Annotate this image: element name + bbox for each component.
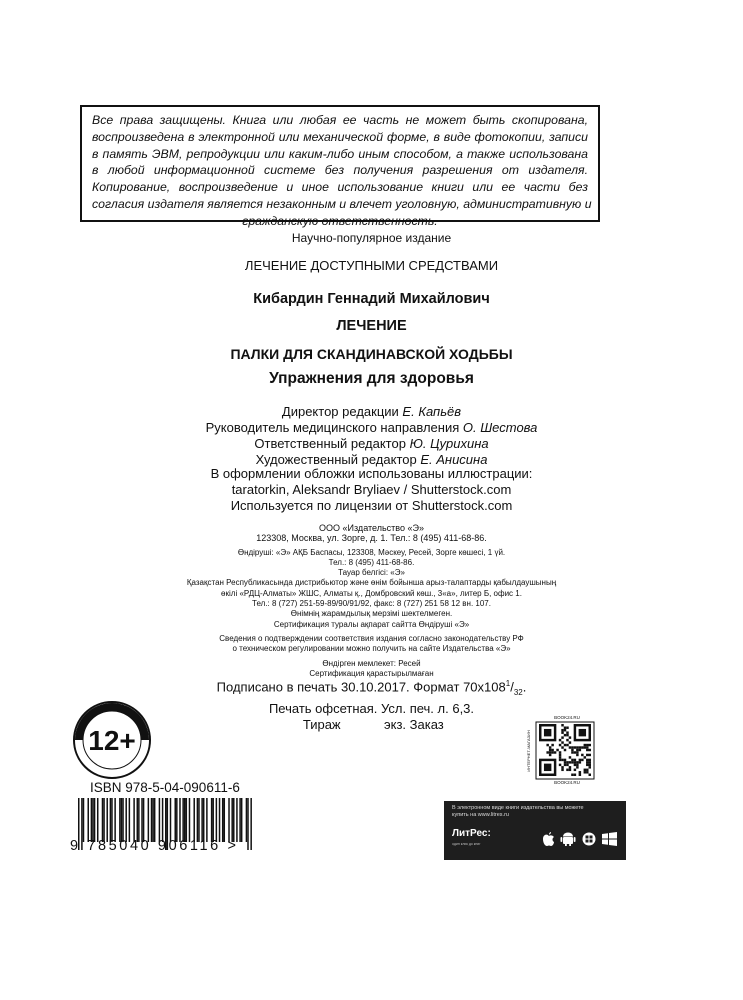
kz-info-line: Тел.: 8 (727) 251-59-89/90/91/92, факс: 8 (727) 251 58 12 вн. 107. bbox=[252, 599, 491, 609]
barcode-bar bbox=[222, 798, 224, 842]
qr-module bbox=[569, 756, 571, 758]
barcode-bar bbox=[114, 798, 116, 842]
qr-module bbox=[566, 734, 568, 736]
qr-finder bbox=[544, 764, 551, 771]
qr-module bbox=[581, 759, 583, 761]
publisher-address: 123308, Москва, ул. Зорге, д. 1. Тел.: 8 (495) 411-68-86. bbox=[256, 533, 487, 544]
barcode-bar bbox=[206, 798, 208, 842]
qr-module bbox=[561, 746, 563, 748]
book-subsubtitle: Упражнения для здоровья bbox=[269, 370, 474, 387]
barcode-bar bbox=[151, 798, 153, 842]
qr-module bbox=[549, 746, 551, 748]
credits-block bbox=[0, 404, 743, 468]
qr-module bbox=[589, 754, 591, 756]
android-icon bbox=[561, 833, 576, 847]
qr-module bbox=[566, 744, 568, 746]
book-title: ЛЕЧЕНИЕ bbox=[336, 318, 407, 334]
barcode-bar bbox=[179, 798, 181, 842]
barcode-bar bbox=[154, 798, 156, 842]
barcode-bar bbox=[94, 798, 96, 842]
qr-module bbox=[589, 761, 591, 763]
qr-module bbox=[589, 744, 591, 746]
qr-module bbox=[556, 749, 558, 751]
qr-module bbox=[586, 764, 588, 766]
barcode-bar bbox=[176, 798, 178, 842]
barcode-bar bbox=[239, 798, 241, 842]
qr-module bbox=[561, 766, 563, 768]
qr-module bbox=[576, 766, 578, 768]
qr-module bbox=[561, 769, 563, 771]
barcode-bar bbox=[231, 798, 233, 842]
qr-module bbox=[566, 726, 568, 728]
barcode-bar bbox=[219, 798, 221, 842]
qr-module bbox=[561, 759, 563, 761]
qr-module bbox=[569, 736, 571, 738]
qr-module bbox=[589, 749, 591, 751]
qr-module bbox=[576, 746, 578, 748]
qr-module bbox=[576, 749, 578, 751]
qr-module bbox=[569, 741, 571, 743]
qr-module bbox=[589, 766, 591, 768]
series-title: ЛЕЧЕНИЕ ДОСТУПНЫМИ СРЕДСТВАМИ bbox=[244, 258, 499, 273]
barcode-bar bbox=[83, 798, 85, 842]
barcode-bar bbox=[143, 798, 145, 842]
kz-info-line: Сертификация туралы ақпарат сайтта Өндіруші «Э» bbox=[273, 619, 470, 629]
qr-module bbox=[559, 764, 561, 766]
qr-module bbox=[584, 744, 586, 746]
qr-module bbox=[554, 751, 556, 753]
barcode-bar bbox=[162, 798, 164, 842]
qr-module bbox=[569, 766, 571, 768]
qr-module bbox=[589, 759, 591, 761]
qr-module bbox=[579, 746, 581, 748]
age-rating-text: 12+ bbox=[88, 725, 136, 756]
qr-module bbox=[571, 774, 573, 776]
illustration-credit-line-2: taratorkin, Aleksandr Bryliaev / Shutterstock.com bbox=[231, 482, 512, 497]
qr-module bbox=[589, 774, 591, 776]
qr-module bbox=[569, 761, 571, 763]
qr-module bbox=[574, 746, 576, 748]
barcode-bar bbox=[216, 798, 218, 842]
barcode-bar bbox=[119, 798, 121, 842]
barcode-bar bbox=[129, 798, 131, 842]
qr-module bbox=[586, 761, 588, 763]
barcode-bar bbox=[224, 798, 226, 842]
qr-module bbox=[574, 759, 576, 761]
qr-module bbox=[584, 746, 586, 748]
barcode-bar bbox=[148, 798, 150, 842]
qr-module bbox=[579, 759, 581, 761]
qr-module bbox=[586, 771, 588, 773]
windows-icon bbox=[602, 832, 617, 846]
barcode-bar bbox=[152, 798, 154, 842]
barcode-bar bbox=[122, 798, 124, 842]
publisher-info bbox=[0, 523, 743, 679]
copyright-notice-line: в память ЭВМ, репродукции или каким-либо иным способом, а также использована bbox=[92, 146, 588, 161]
barcode-bar bbox=[228, 798, 230, 842]
credit-role: Художественный редактор bbox=[255, 452, 417, 467]
litres-logo: ЛитРес: bbox=[452, 828, 491, 839]
qr-module bbox=[549, 751, 551, 753]
qr-module bbox=[566, 769, 568, 771]
barcode-bar bbox=[174, 798, 176, 842]
barcode-bar bbox=[186, 798, 188, 842]
credit-role: Ответственный редактор bbox=[254, 436, 406, 451]
barcode-bar bbox=[182, 798, 184, 842]
barcode-bar bbox=[193, 798, 195, 842]
author-name: Кибардин Геннадий Михайлович bbox=[253, 291, 490, 307]
barcode-bar bbox=[106, 798, 108, 842]
platform-icons bbox=[540, 831, 622, 847]
qr-module bbox=[569, 769, 571, 771]
qr-module bbox=[581, 754, 583, 756]
qr-module bbox=[574, 761, 576, 763]
credit-line bbox=[0, 404, 743, 420]
qr-module bbox=[574, 764, 576, 766]
barcode-bar bbox=[141, 798, 143, 842]
qr-module bbox=[566, 761, 568, 763]
qr-module bbox=[549, 754, 551, 756]
qr-module bbox=[564, 734, 566, 736]
copyright-notice-box bbox=[80, 105, 600, 228]
qr-module bbox=[551, 744, 553, 746]
credit-person: О. Шестова bbox=[462, 420, 538, 435]
qr-module bbox=[571, 746, 573, 748]
credit-role: Директор редакции bbox=[281, 404, 399, 419]
kz-info-line: Тел.: 8 (495) 411-68-86. bbox=[328, 557, 415, 567]
copyright-notice-line: гражданскую ответственность. bbox=[242, 213, 438, 228]
certification-line: Сведения о подтверждении соответствия издания согласно законодательству РФ bbox=[219, 633, 524, 643]
certification-block bbox=[0, 634, 743, 655]
barcode-bar bbox=[170, 798, 172, 842]
qr-module bbox=[566, 739, 568, 741]
qr-top-text: BOOK24.RU bbox=[554, 715, 580, 720]
qr-module bbox=[559, 759, 561, 761]
litres-tagline: один клик до книг bbox=[452, 842, 481, 846]
barcode-bar bbox=[201, 798, 203, 842]
barcode-bar bbox=[133, 798, 135, 842]
barcode-bar bbox=[138, 798, 140, 842]
copyright-notice-line: в любой информационной системе без получения разрешения от издателя. bbox=[92, 163, 588, 178]
isbn-text: ISBN 978-5-04-090611-6 bbox=[90, 780, 240, 795]
qr-module bbox=[586, 769, 588, 771]
qr-module bbox=[546, 744, 548, 746]
circulation-line: Тираж экз. Заказ bbox=[302, 716, 444, 732]
illustration-credit-line-1: В оформлении обложки использованы иллюстрации: bbox=[210, 466, 533, 481]
copyright-notice-line: воспроизведена в электронной или механической форме, в виде фотокопии, записи bbox=[92, 129, 588, 144]
barcode-bar bbox=[250, 798, 252, 850]
barcode-bar bbox=[92, 798, 94, 842]
qr-finder bbox=[544, 729, 551, 736]
qr-module bbox=[561, 724, 563, 726]
qr-module bbox=[561, 736, 563, 738]
barcode-bar bbox=[125, 798, 127, 842]
barcode-bar bbox=[87, 798, 89, 842]
qr-module bbox=[586, 744, 588, 746]
qr-module bbox=[576, 754, 578, 756]
origin-line: Сертификация қарастырылмаған bbox=[309, 668, 434, 678]
qr-module bbox=[574, 769, 576, 771]
book-subtitle: ПАЛКИ ДЛЯ СКАНДИНАВСКОЙ ХОДЬБЫ bbox=[230, 346, 513, 362]
barcode-bar bbox=[103, 798, 105, 842]
qr-module bbox=[579, 761, 581, 763]
signed-to-print-line: Подписано в печать 30.10.2017. Формат $70х108^1/_{32}$. bbox=[216, 679, 527, 697]
credit-line bbox=[0, 420, 743, 436]
qr-finder bbox=[579, 729, 586, 736]
qr-module bbox=[571, 749, 573, 751]
copyright-notice-line: Все права защищены. Книга или любая ее часть не может быть скопирована, bbox=[92, 113, 588, 127]
publisher-name: ООО «Издательство «Э» bbox=[319, 523, 424, 533]
qr-code bbox=[522, 713, 612, 785]
qr-module bbox=[564, 749, 566, 751]
qr-side-text: ИНТЕРНЕТ-МАГАЗИН bbox=[526, 730, 531, 772]
qr-module bbox=[571, 759, 573, 761]
qr-module bbox=[581, 746, 583, 748]
qr-module bbox=[579, 771, 581, 773]
illustration-credits bbox=[0, 466, 743, 514]
kz-distribution-block bbox=[0, 548, 743, 630]
barcode-bar bbox=[198, 798, 200, 842]
barcode-bar bbox=[241, 798, 243, 842]
qr-module bbox=[546, 751, 548, 753]
qr-module bbox=[576, 751, 578, 753]
qr-module bbox=[551, 749, 553, 751]
kz-info-line: Қазақстан Республикасында дистрибьютор және өнім бойынша арыз-талаптарды қабылдаушының bbox=[186, 578, 557, 588]
qr-module bbox=[571, 761, 573, 763]
qr-module bbox=[574, 751, 576, 753]
barcode-bar bbox=[197, 798, 199, 842]
barcode-bar bbox=[102, 798, 104, 842]
qr-module bbox=[559, 739, 561, 741]
genre-label: Научно-популярное издание bbox=[291, 231, 452, 245]
qr-module bbox=[559, 756, 561, 758]
qr-module bbox=[561, 731, 563, 733]
qr-module bbox=[549, 749, 551, 751]
qr-module bbox=[561, 741, 563, 743]
qr-module bbox=[586, 759, 588, 761]
barcode-bar bbox=[233, 798, 235, 842]
qr-module bbox=[564, 726, 566, 728]
barcode-bar bbox=[211, 798, 213, 842]
credit-person: Е. Капьёв bbox=[402, 404, 462, 419]
kz-info-line: Тауар белгісі: «Э» bbox=[338, 568, 405, 578]
copyright-notice-line: Копирование, воспроизведение и иное использование книги или ее части без bbox=[92, 180, 588, 195]
qr-module bbox=[576, 764, 578, 766]
qr-module bbox=[569, 746, 571, 748]
qr-module bbox=[571, 751, 573, 753]
barcode-bar bbox=[203, 798, 205, 842]
age-rating-badge bbox=[72, 700, 152, 780]
barcode-bar bbox=[236, 798, 238, 842]
qr-module bbox=[584, 771, 586, 773]
qr-module bbox=[564, 759, 566, 761]
qr-module bbox=[579, 774, 581, 776]
illustration-credit-line-3: Используется по лицензии от Shutterstock.com bbox=[230, 498, 513, 513]
barcode-bar bbox=[97, 798, 99, 842]
litres-text: В электронном виде книги издательства вы можете купить на www.litres.ru bbox=[452, 805, 584, 818]
barcode-bar bbox=[212, 798, 214, 842]
origin-line: Өндірген мемлекет: Ресей bbox=[322, 658, 421, 668]
windows-phone-icon bbox=[583, 833, 596, 846]
qr-module bbox=[559, 754, 561, 756]
qr-module bbox=[589, 764, 591, 766]
credit-line bbox=[0, 436, 743, 452]
barcode-bar bbox=[111, 798, 113, 842]
qr-module bbox=[561, 729, 563, 731]
copyright-notice-line: согласия издателя является незаконным и влечет уголовную, административную и bbox=[92, 196, 592, 211]
barcode-bar bbox=[246, 798, 248, 842]
qr-module bbox=[551, 751, 553, 753]
qr-module bbox=[586, 746, 588, 748]
barcode-bar bbox=[121, 798, 123, 842]
qr-module bbox=[586, 754, 588, 756]
kz-info-line: Өнімнің жарамдылық мерзімі шектелмеген. bbox=[290, 609, 453, 619]
qr-module bbox=[564, 744, 566, 746]
qr-module bbox=[586, 749, 588, 751]
qr-module bbox=[559, 751, 561, 753]
kz-info-line: өкілі «РДЦ-Алматы» ЖШС, Алматы қ., Домбровский көш., 3«а», литер Б, офис 1. bbox=[221, 588, 522, 598]
barcode-bar bbox=[91, 798, 93, 842]
kz-info-line: Өндіруші: «Э» АҚБ Баспасы, 123308, Мәскеу, Ресей, Зорге көшесі, 1 үй. bbox=[237, 547, 506, 557]
barcode-bar bbox=[189, 798, 191, 842]
offset-print-line: Печать офсетная. Усл. печ. л. 6,3. bbox=[268, 700, 475, 716]
qr-module bbox=[574, 774, 576, 776]
qr-module bbox=[576, 761, 578, 763]
credit-person: Ю. Цурихина bbox=[409, 436, 489, 451]
barcode-bar bbox=[137, 798, 139, 842]
qr-module bbox=[559, 744, 561, 746]
qr-module bbox=[564, 761, 566, 763]
barcode-bar bbox=[184, 798, 186, 842]
qr-module bbox=[584, 756, 586, 758]
certification-line: о техническом регулировании можно получить на сайте Издательства «Э» bbox=[232, 644, 511, 654]
qr-module bbox=[584, 769, 586, 771]
barcode-bar bbox=[110, 798, 112, 842]
qr-module bbox=[566, 764, 568, 766]
qr-module bbox=[564, 729, 566, 731]
credit-role: Руководитель медицинского направления bbox=[205, 420, 460, 435]
credit-person: Е. Анисина bbox=[420, 452, 488, 467]
qr-module bbox=[566, 731, 568, 733]
qr-module bbox=[564, 764, 566, 766]
qr-module bbox=[579, 749, 581, 751]
qr-bottom-text: BOOK24.RU bbox=[554, 780, 580, 785]
barcode-bar bbox=[159, 798, 161, 842]
barcode-digits: 9 785040 906116 > bbox=[70, 838, 239, 854]
apple-icon bbox=[543, 832, 554, 846]
litres-banner bbox=[444, 801, 626, 860]
